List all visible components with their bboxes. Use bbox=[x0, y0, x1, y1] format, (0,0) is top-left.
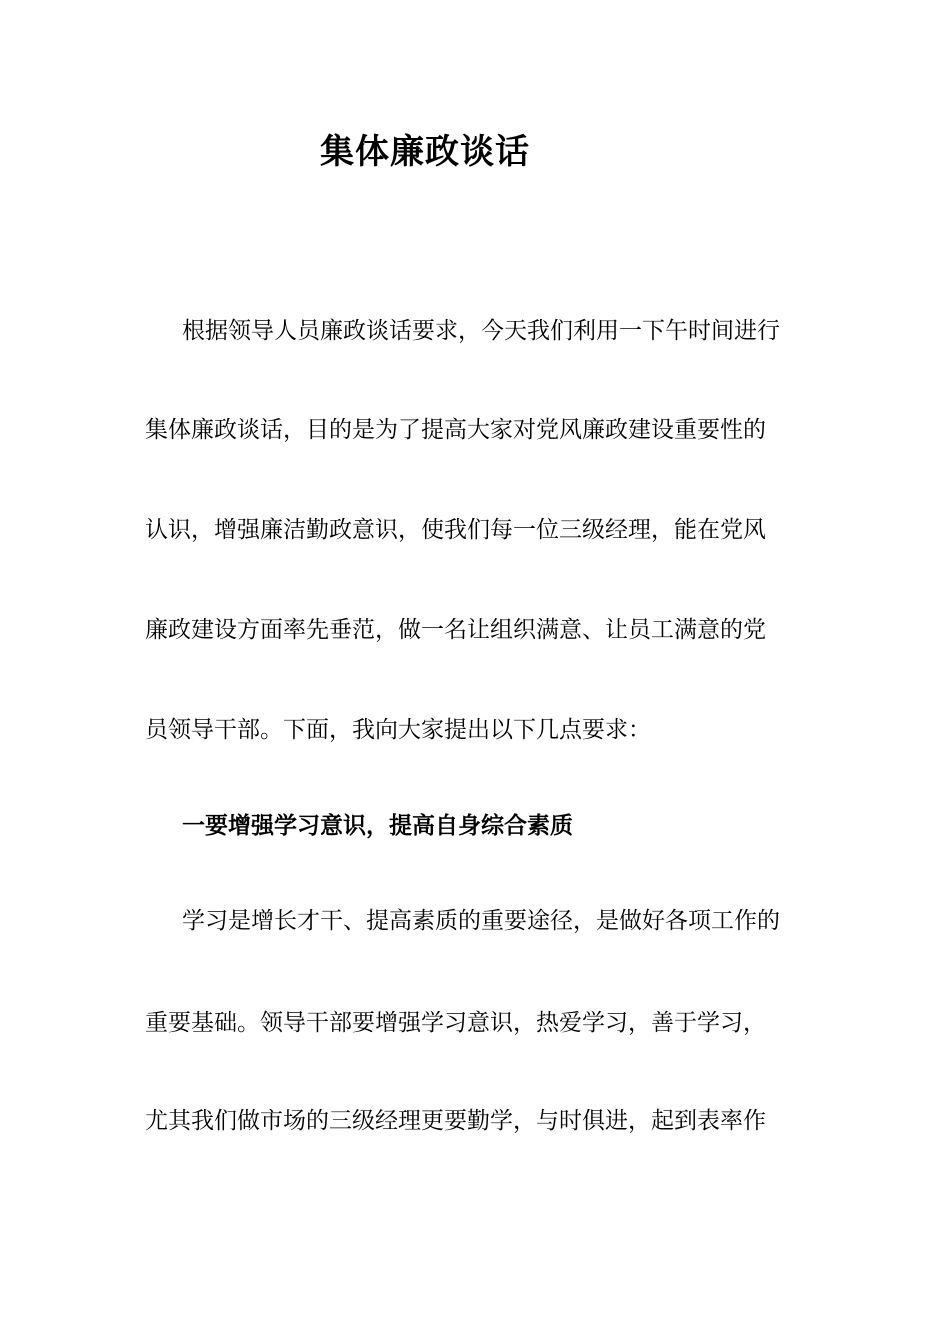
paragraph-line: 学习是增长才干、提高素质的重要途径，是做好各项工作的 bbox=[182, 908, 780, 934]
paragraph-line: 认识，增强廉洁勤政意识，使我们每一位三级经理，能在党风 bbox=[145, 517, 766, 543]
paragraph-line: 廉政建设方面率先垂范，做一名让组织满意、让员工满意的党 bbox=[145, 617, 766, 643]
paragraph-line: 员领导干部。下面，我向大家提出以下几点要求： bbox=[145, 717, 651, 743]
paragraph-line: 集体廉政谈话，目的是为了提高大家对党风廉政建设重要性的 bbox=[145, 417, 766, 443]
paragraph-line: 根据领导人员廉政谈话要求，今天我们利用一下午时间进行 bbox=[182, 318, 780, 344]
section-heading: 一要增强学习意识，提高自身综合素质 bbox=[182, 812, 573, 839]
document-title: 集体廉政谈话 bbox=[320, 132, 530, 172]
paragraph-line: 重要基础。领导干部要增强学习意识，热爱学习，善于学习， bbox=[145, 1010, 766, 1036]
paragraph-line: 尤其我们做市场的三级经理更要勤学，与时俱进，起到表率作 bbox=[145, 1108, 766, 1134]
